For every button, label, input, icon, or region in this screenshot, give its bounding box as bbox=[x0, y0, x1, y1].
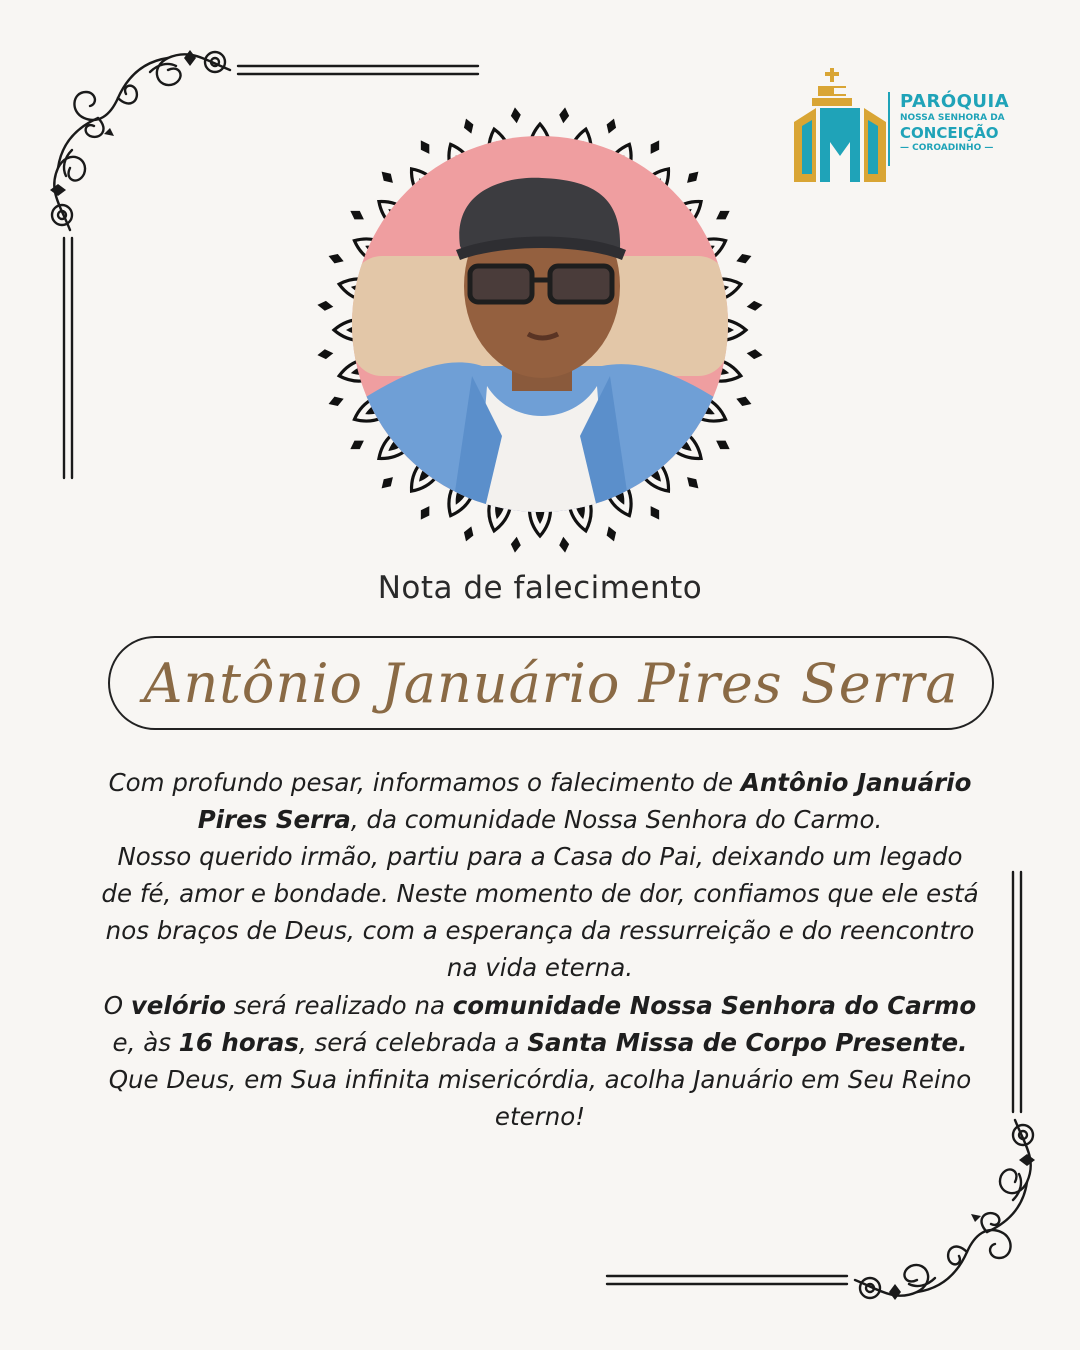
mandala-tip bbox=[348, 436, 367, 453]
mandala-tip bbox=[461, 525, 476, 543]
mandala-tip bbox=[735, 394, 753, 409]
page-subtitle: Nota de falecimento bbox=[377, 570, 703, 606]
parish-logo bbox=[788, 64, 1028, 188]
mandala-tip bbox=[510, 536, 522, 553]
mandala-tip bbox=[327, 251, 345, 266]
mandala-tip bbox=[604, 117, 619, 135]
mandala-tip bbox=[684, 474, 702, 492]
church-icon bbox=[788, 64, 892, 188]
mandala-tip bbox=[646, 138, 663, 157]
mandala-tip bbox=[604, 525, 619, 543]
logo-line-paroquia: PARÓQUIA bbox=[900, 91, 1010, 112]
paragraph-tribute: Nosso querido irmão, partiu para a Casa do Pai, deixando um legado de fé, amor e bondade. Neste momento de dor, confiamos que ele está nos braços de Deus, com a esperança da ressurreição e do reencontro na vida eterna. bbox=[101, 842, 979, 983]
mandala-tip bbox=[684, 168, 702, 186]
logo-line-nossa-senhora: NOSSA SENHORA DA bbox=[900, 113, 1005, 123]
mandala-tip bbox=[417, 138, 434, 157]
mandala-tip bbox=[317, 300, 334, 312]
mandala-tip bbox=[348, 207, 367, 224]
mandala-tip bbox=[558, 107, 570, 124]
mandala-tip bbox=[461, 117, 476, 135]
announcement-body bbox=[100, 764, 980, 1135]
mandala-tip bbox=[646, 503, 663, 522]
paragraph-announcement: Com profundo pesar, informamos o falecimento de Antônio Januário Pires Serra, da comunidade Nossa Senhora do Carmo. bbox=[108, 768, 972, 835]
paragraph-funeral-info: O velório será realizado na comunidade Nossa Senhora do Carmo e, às 16 horas, será celebrada a Santa Missa de Corpo Presente. bbox=[103, 990, 977, 1057]
mandala-tip bbox=[713, 207, 732, 224]
mandala-tip bbox=[417, 503, 434, 522]
logo-line-conceicao: CONCEIÇÃO bbox=[900, 124, 999, 142]
mandala-tip bbox=[746, 348, 763, 360]
mandala-tip bbox=[327, 394, 345, 409]
logo-line-coroadinho: — COROADINHO — bbox=[900, 143, 994, 153]
mandala-tip bbox=[746, 300, 763, 312]
mandala-tip bbox=[713, 436, 732, 453]
portrait-photo bbox=[352, 136, 728, 512]
mandala-tip bbox=[378, 168, 396, 186]
mandala-tip bbox=[378, 474, 396, 492]
mandala-tip bbox=[558, 536, 570, 553]
mandala-tip bbox=[317, 348, 334, 360]
deceased-name: Antônio Januário Pires Serra bbox=[143, 651, 959, 715]
deceased-name-frame bbox=[108, 636, 994, 730]
logo-divider bbox=[888, 92, 890, 166]
paragraph-prayer: Que Deus, em Sua infinita misericórdia, acolha Januário em Seu Reino eterno! bbox=[108, 1064, 972, 1131]
mandala-tip bbox=[510, 107, 522, 124]
mandala-tip bbox=[735, 251, 753, 266]
